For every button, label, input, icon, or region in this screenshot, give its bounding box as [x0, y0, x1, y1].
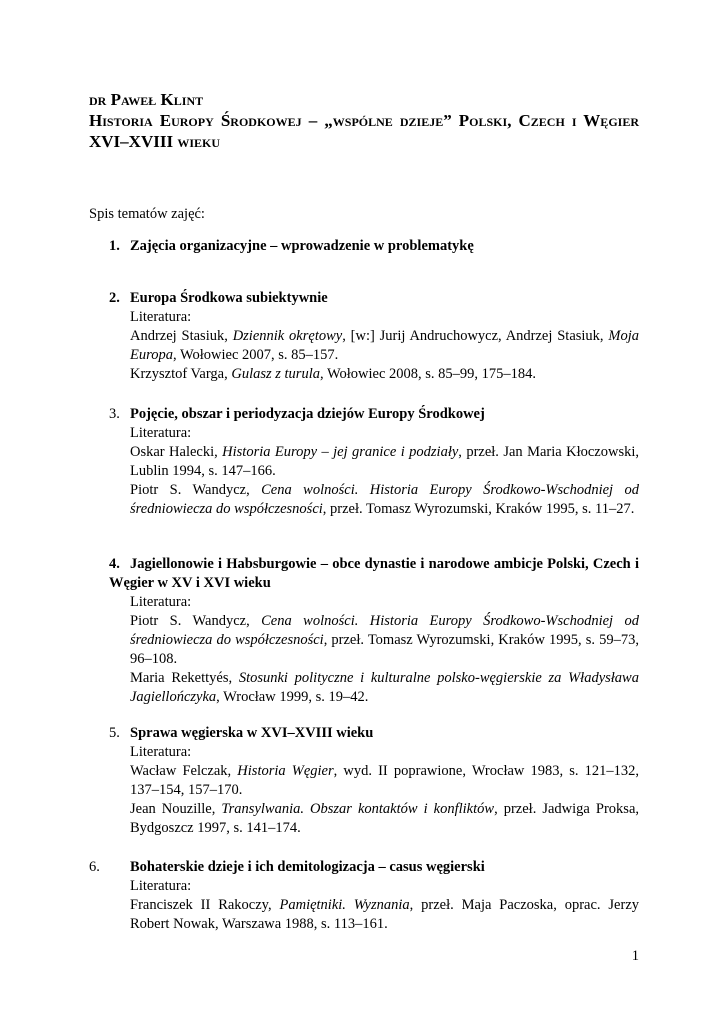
topic-title: Bohaterskie dzieje i ich demitologizacja – casus węgierski [130, 859, 485, 875]
topic-title: 4. Jagiellonowie i Habsburgowie – obce dynastie i narodowe ambicje Polski, Czech i Węgier w XV i XVI wieku [109, 556, 639, 591]
entry-details: , [w:] Jurij Andruchowycz, Andrzej Stasiuk, [342, 328, 609, 344]
topics-intro: Spis tematów zajęć: [89, 206, 205, 222]
entry-author: Andrzej Stasiuk, [130, 328, 233, 344]
topic-title: Pojęcie, obszar i periodyzacja dziejów Europy Środkowej [130, 406, 485, 422]
bibliography-entry [89, 365, 639, 384]
entry-details: , przeł. Tomasz Wyrozumski, Kraków 1995, s. 11–27. [322, 501, 635, 517]
topic-6 [89, 858, 639, 934]
literature-label: Literatura: [130, 309, 192, 325]
entry-work-title: Stosunki polityczne i kulturalne polsko-węgierskie za Władysława Jagiellończyka [130, 670, 639, 705]
topic-title: Europa Środkowa subiektywnie [130, 290, 328, 306]
document-header [89, 89, 639, 152]
bibliography-entry [89, 612, 639, 669]
topic-number: 4. [109, 556, 120, 572]
entry-author: Oskar Halecki, [130, 444, 223, 460]
bibliography-entry [89, 800, 639, 838]
topic-3 [89, 405, 639, 519]
bibliography-entry [89, 669, 639, 707]
entry-work-title: Pamiętniki. Wyznania [279, 897, 410, 913]
entry-work-title: Gulasz z turula [231, 366, 320, 382]
entry-author: Wacław Felczak, [130, 763, 238, 779]
topic-number: 2. [109, 290, 120, 306]
topic-2 [89, 289, 639, 384]
entry-work-title: Cena wolności. Historia Europy Środkowo-Wschodniej od średniowiecza do współczesności [130, 482, 639, 517]
page-number: 1 [631, 948, 639, 964]
topic-number: 3. [109, 406, 120, 422]
entry-author: Jean Nouzille, [130, 801, 222, 817]
entry-author: Krzysztof Varga, [130, 366, 232, 382]
entry-work-title: Historia Węgier [237, 763, 334, 779]
entry-work-title: Historia Europy – jej granice i podziały [222, 444, 459, 460]
entry-work-title: Cena wolności. Historia Europy Środkowo-Wschodniej od średniowiecza do współczesności [130, 613, 639, 648]
entry-details: , Wołowiec 2008, s. 85–99, 175–184. [319, 366, 537, 382]
course-title: Historia Europy Środkowej – „wspólne dzieje” Polski, Czech i Węgier XVI–XVIII wieku [89, 111, 639, 151]
topic-4 [89, 555, 639, 707]
topic-number: 6. [89, 859, 100, 875]
literature-label: Literatura: [130, 425, 192, 441]
entry-details: , Wrocław 1999, s. 19–42. [216, 689, 369, 705]
entry-details: , przeł. Jan Maria Kłoczowski, Lublin 1994, s. 147–166. [130, 444, 639, 479]
bibliography-entry [89, 327, 639, 365]
entry-author: Piotr S. Wandycz, [130, 613, 262, 629]
topic-number: 5. [109, 725, 120, 741]
topic-title: Zajęcia organizacyjne – wprowadzenie w problematykę [130, 238, 474, 254]
entry-details: , wyd. II poprawione, Wrocław 1983, s. 121–132, 137–154, 157–170. [130, 763, 640, 798]
entry-work-title: Dziennik okrętowy [232, 328, 343, 344]
author-line: dr Paweł Klint [89, 90, 204, 109]
bibliography-entry [89, 443, 639, 481]
topic-title: Sprawa węgierska w XVI–XVIII wieku [130, 725, 374, 741]
bibliography-entry [89, 762, 639, 800]
entry-author: Franciszek II Rakoczy, [130, 897, 280, 913]
literature-label: Literatura: [130, 878, 192, 894]
entry-author: Piotr S. Wandycz, [130, 482, 262, 498]
entry-details: , przeł. Tomasz Wyrozumski, Kraków 1995, s. 59–73, 96–108. [130, 632, 639, 667]
entry-details: , Wołowiec 2007, s. 85–157. [172, 347, 339, 363]
bibliography-entry [89, 896, 639, 934]
topic-5 [89, 724, 639, 838]
topic-1 [89, 237, 639, 256]
bibliography-entry [89, 481, 639, 519]
entry-work-title: Moja Europa [130, 328, 639, 363]
entry-details: , przeł. Maja Paczoska, oprac. Jerzy Robert Nowak, Warszawa 1988, s. 113–161. [130, 897, 640, 932]
entry-author: Maria Rekettyés, [130, 670, 239, 686]
entry-work-title: Transylwania. Obszar kontaktów i konfliktów [221, 801, 495, 817]
topic-number: 1. [109, 238, 120, 254]
literature-label: Literatura: [130, 744, 192, 760]
literature-label: Literatura: [130, 594, 192, 610]
entry-details: , przeł. Jadwiga Proksa, Bydgoszcz 1997, s. 141–174. [130, 801, 640, 836]
